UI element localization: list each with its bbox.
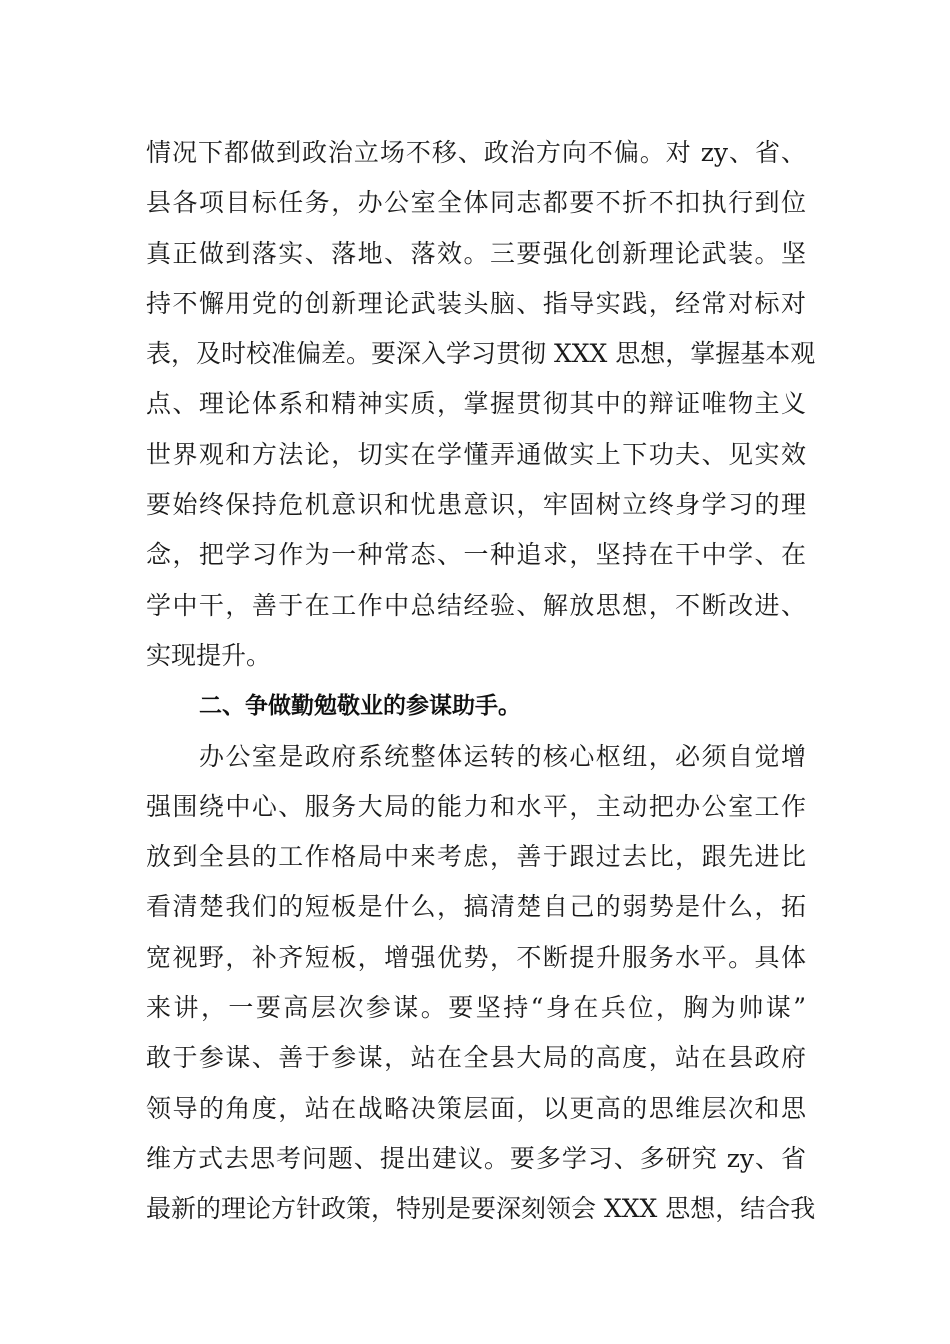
section-heading: 二、争做勤勉敬业的参谋助手。	[199, 693, 521, 720]
paragraph-line: 世界观和方法论，切实在学懂弄通做实上下功夫、见实效	[146, 439, 806, 469]
paragraph-line: 表，及时校准偏差。要深入学习贯彻 XXX 思想，掌握基本观	[146, 339, 816, 369]
paragraph-line: 领导的角度，站在战略决策层面，以更高的思维层次和思	[146, 1093, 806, 1123]
paragraph-line: 办公室是政府系统整体运转的核心枢纽，必须自觉增	[199, 741, 806, 771]
paragraph-line: 来讲，一要高层次参谋。要坚持“身在兵位，胸为帅谋”	[146, 993, 806, 1023]
paragraph-line: 维方式去思考问题、提出建议。要多学习、多研究 zy、省	[146, 1143, 806, 1173]
paragraph-line: 情况下都做到政治立场不移、政治方向不偏。对 zy、省、	[146, 138, 806, 167]
paragraph-line: 敢于参谋、善于参谋，站在全县大局的高度，站在县政府	[146, 1043, 806, 1073]
paragraph-line: 真正做到落实、落地、落效。三要强化创新理论武装。坚	[146, 238, 806, 268]
paragraph-line: 实现提升。	[146, 640, 272, 670]
paragraph-line: 最新的理论方针政策，特别是要深刻领会 XXX 思想，结合我	[146, 1194, 816, 1224]
paragraph-line: 持不懈用党的创新理论武装头脑、指导实践，经常对标对	[146, 288, 806, 318]
document-body	[146, 128, 816, 1235]
paragraph-line: 要始终保持危机意识和忧患意识，牢固树立终身学习的理	[146, 490, 806, 520]
paragraph-line: 点、理论体系和精神实质，掌握贯彻其中的辩证唯物主义	[146, 389, 806, 419]
paragraph-line: 县各项目标任务，办公室全体同志都要不折不扣执行到位	[146, 188, 806, 218]
paragraph-line: 放到全县的工作格局中来考虑，善于跟过去比，跟先进比	[146, 842, 806, 872]
paragraph-line: 宽视野，补齐短板，增强优势，不断提升服务水平。具体	[146, 942, 806, 972]
paragraph-line: 学中干，善于在工作中总结经验、解放思想，不断改进、	[146, 590, 806, 620]
paragraph-line: 强围绕中心、服务大局的能力和水平，主动把办公室工作	[146, 791, 806, 821]
paragraph-line: 看清楚我们的短板是什么，搞清楚自己的弱势是什么，拓	[146, 892, 806, 922]
paragraph-line: 念，把学习作为一种常态、一种追求，坚持在干中学、在	[146, 540, 806, 570]
